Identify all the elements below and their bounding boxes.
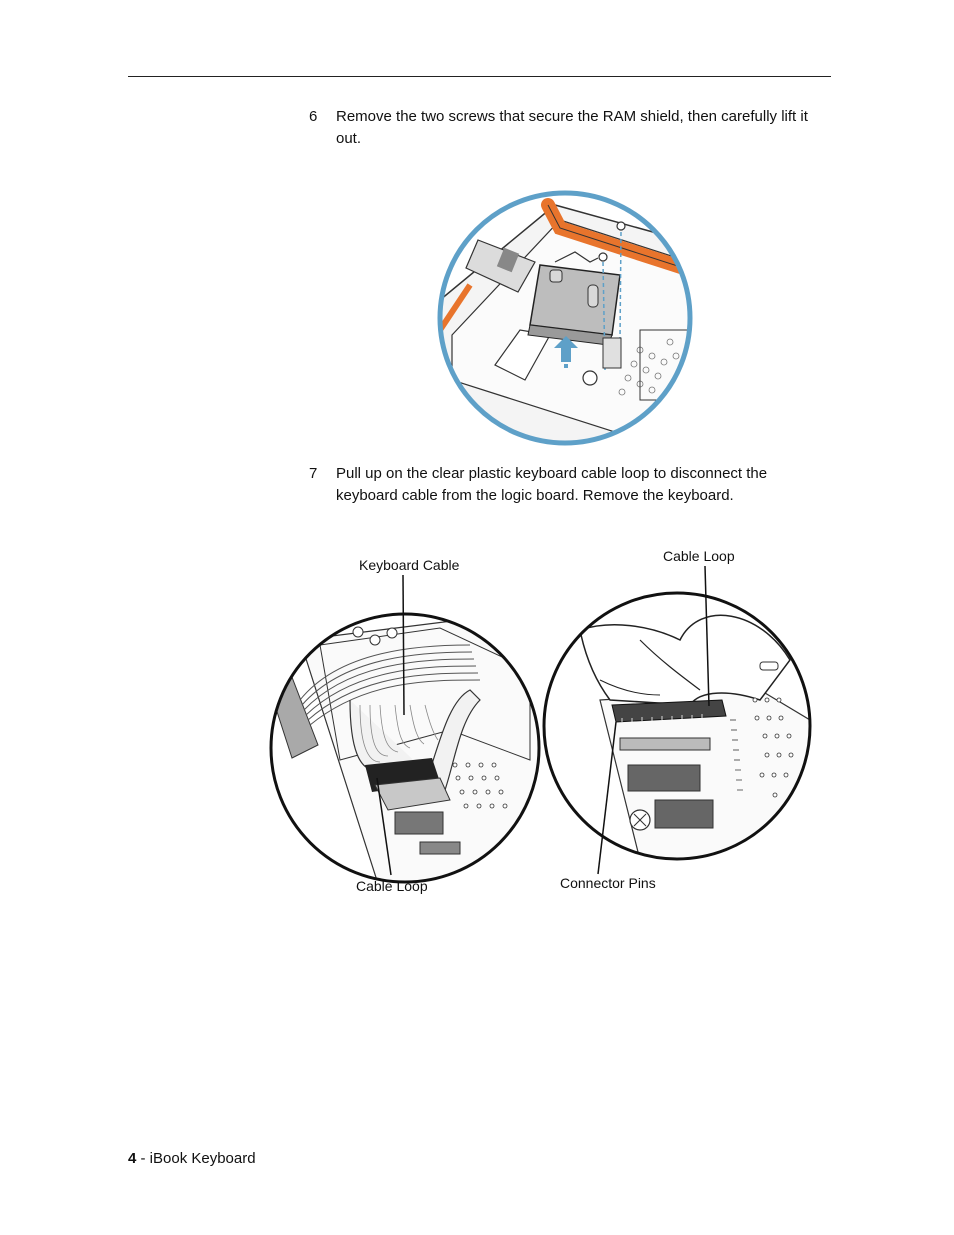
leader-keyboard-cable (403, 575, 404, 715)
keyboard-cable-illustration (265, 610, 545, 890)
connector-pins-illustration (540, 590, 815, 865)
footer-section: - iBook Keyboard (136, 1150, 256, 1167)
ram-shield-illustration (430, 190, 700, 470)
page-number: 4 (128, 1150, 137, 1167)
callout-connector-pins: Connector Pins (560, 875, 656, 891)
callout-cable-loop-left: Cable Loop (356, 878, 428, 894)
step-number: 7 (309, 465, 318, 482)
page-footer (128, 1150, 256, 1167)
callout-keyboard-cable: Keyboard Cable (359, 557, 460, 573)
step-text: Remove the two screws that secure the RAM shield, then carefully lift it out. (336, 108, 808, 147)
step-number: 6 (309, 108, 318, 125)
step-text: Pull up on the clear plastic keyboard cable loop to disconnect the keyboard cable from the logic board. Remove the keyboard. (336, 465, 768, 504)
callout-cable-loop-right: Cable Loop (663, 548, 735, 564)
